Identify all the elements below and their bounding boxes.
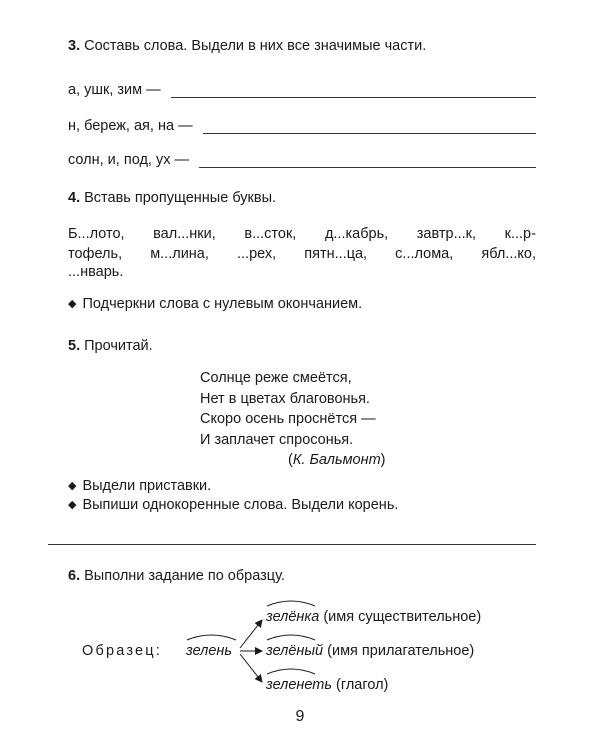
- task-6-number: 6.: [68, 568, 81, 584]
- fill-row-3: [68, 152, 536, 168]
- derived-note: (имя существительное): [323, 609, 482, 625]
- task-3-title: [68, 38, 426, 54]
- words-line-3: ...нварь.: [68, 264, 124, 280]
- word: завтр...к,: [416, 226, 477, 242]
- task-6-title: [68, 568, 285, 584]
- poem-line: Скоро осень проснётся —: [200, 411, 376, 427]
- task-5-number: 5.: [68, 338, 81, 354]
- sample-label: Образец:: [82, 643, 163, 659]
- fill-row-1-answer-line[interactable]: [171, 85, 536, 98]
- word: вал...нки,: [153, 226, 216, 242]
- diamond-bullet-icon: ◆: [68, 499, 77, 511]
- poem: [200, 368, 386, 471]
- fill-row-2-label: н, береж, ая, на —: [68, 118, 193, 134]
- bullet-text: Подчеркни слова с нулевым окончанием.: [82, 296, 363, 312]
- derived-word: зеленеть: [266, 677, 332, 693]
- task-5-instruction: Прочитай.: [84, 338, 153, 354]
- root-arc: [267, 601, 315, 606]
- word: ...рех,: [236, 246, 277, 262]
- derived-note: (глагол): [336, 677, 389, 693]
- task-4-instruction: Вставь пропущенные буквы.: [84, 190, 277, 206]
- word: тофель,: [68, 246, 123, 262]
- task-5-bullet-2: [68, 497, 398, 513]
- task-4-bullet: [68, 296, 362, 312]
- task-3-instruction: Составь слова. Выдели в них все значимые части.: [84, 38, 427, 54]
- fill-row-3-answer-line[interactable]: [199, 155, 536, 168]
- derived-word-3: [266, 677, 388, 693]
- poem-line: Солнце реже смеётся,: [200, 370, 352, 386]
- poem-author: (К. Бальмонт): [288, 452, 386, 468]
- root-arc: [187, 635, 236, 640]
- words-line-1: [68, 226, 536, 242]
- task-5-bullet-1: [68, 478, 211, 494]
- words-line-2: [68, 246, 536, 262]
- arrow-up-icon: [240, 620, 262, 648]
- fill-row-1-label: а, ушк, зим —: [68, 82, 161, 98]
- diamond-bullet-icon: ◆: [68, 480, 77, 492]
- derived-word: зелёный: [266, 643, 324, 659]
- fill-row-2: [68, 118, 536, 134]
- word: с...лома,: [395, 246, 454, 262]
- word: м...лина,: [150, 246, 209, 262]
- bullet-text: Выдели приставки.: [82, 478, 212, 494]
- diamond-bullet-icon: ◆: [68, 298, 77, 310]
- word: пятн...ца,: [304, 246, 368, 262]
- author-name: К. Бальмонт: [292, 452, 381, 468]
- derived-note: (имя прилагательное): [327, 643, 475, 659]
- root-arc: [267, 669, 315, 674]
- answer-line[interactable]: [48, 544, 536, 545]
- word: в...сток,: [244, 226, 297, 242]
- task-3-number: 3.: [68, 38, 81, 54]
- fill-row-3-label: солн, и, под, ух —: [68, 152, 189, 168]
- task-4-number: 4.: [68, 190, 81, 206]
- task-6-instruction: Выполни задание по образцу.: [84, 568, 285, 584]
- poem-line: И заплачет спросонья.: [200, 431, 354, 448]
- page-number: 9: [295, 708, 305, 725]
- root-arc: [267, 635, 315, 640]
- word: ябл...ко,: [481, 246, 536, 262]
- word: Б...лото,: [68, 226, 125, 242]
- fill-row-2-answer-line[interactable]: [203, 121, 536, 134]
- bullet-text: Выпиши однокоренные слова. Выдели корень.: [82, 497, 399, 513]
- derived-word: зелёнка: [266, 609, 320, 625]
- sample-root-word: зелень: [186, 643, 233, 659]
- word: д...кабрь,: [324, 226, 389, 242]
- poem-line: Нет в цветах благовонья.: [200, 390, 370, 407]
- derived-word-1: [266, 609, 481, 625]
- arrow-down-icon: [240, 654, 262, 682]
- task-5-title: [68, 338, 153, 354]
- word: к...р-: [504, 226, 536, 242]
- task-4-title: [68, 190, 276, 206]
- fill-row-1: [68, 82, 536, 98]
- derived-word-2: [266, 643, 474, 659]
